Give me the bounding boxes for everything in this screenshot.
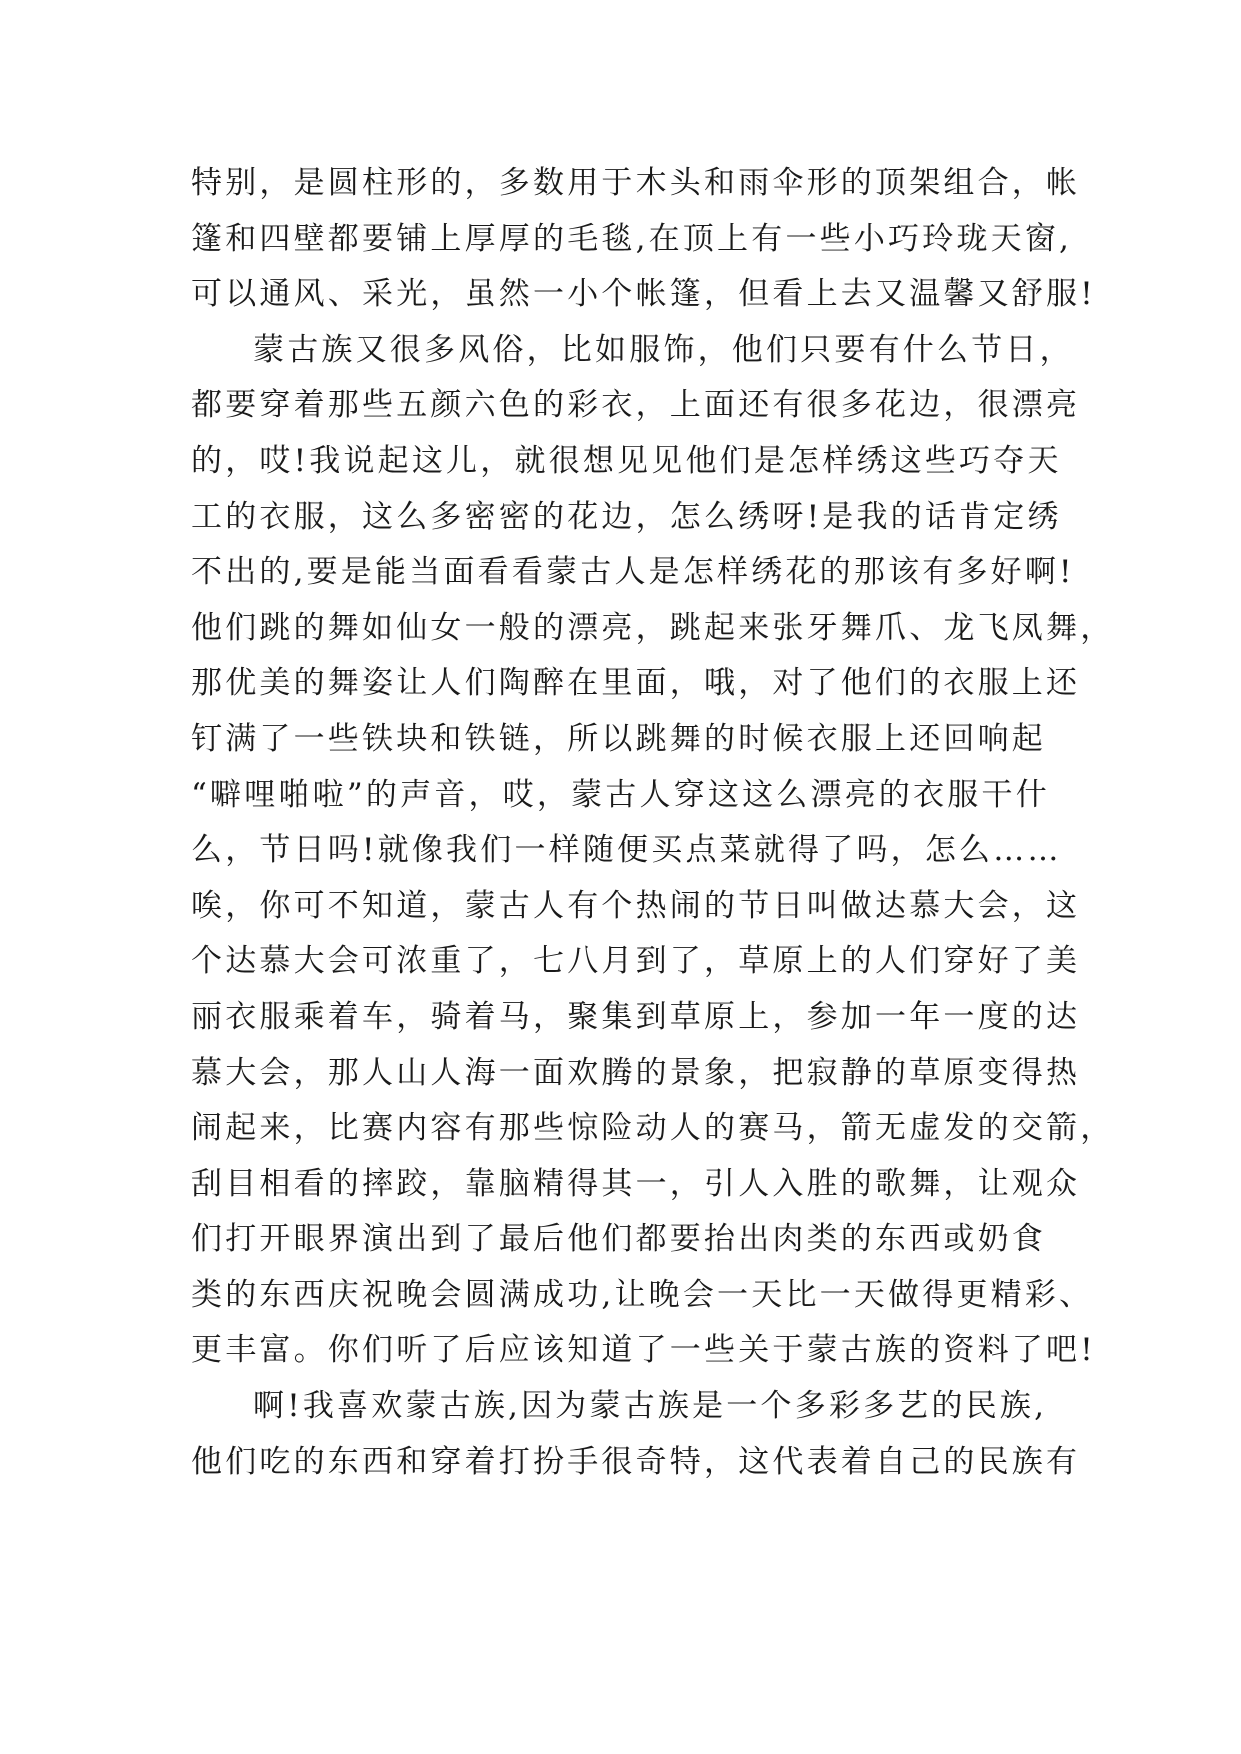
- text-line: 的，哎!我说起这儿，就很想见见他们是怎样绣这些巧夺天: [191, 442, 1062, 479]
- text-line: 丽衣服乘着车，骑着马，聚集到草原上，参加一年一度的达: [191, 998, 1081, 1035]
- text-line: 篷和四壁都要铺上厚厚的毛毯,在顶上有一些小巧玲珑天窗,: [191, 220, 1073, 257]
- text-line: 个达慕大会可浓重了，七八月到了，草原上的人们穿好了美: [191, 943, 1081, 980]
- body-text: [191, 156, 1115, 1490]
- text-line: 钉满了一些铁块和铁链，所以跳舞的时候衣服上还回响起: [191, 720, 1046, 757]
- text-line: “噼哩啪啦”的声音，哎，蒙古人穿这这么漂亮的衣服干什: [191, 776, 1050, 813]
- text-line: 们打开眼界演出到了最后他们都要抬出肉类的东西或奶食: [191, 1221, 1046, 1258]
- text-line: 类的东西庆祝晚会圆满成功,让晚会一天比一天做得更精彩、: [191, 1276, 1094, 1313]
- text-line: 闹起来，比赛内容有那些惊险动人的赛马，箭无虚发的交箭，: [191, 1110, 1115, 1147]
- text-line: 唉，你可不知道，蒙古人有个热闹的节日叫做达慕大会，这: [191, 887, 1081, 924]
- text-line: 工的衣服，这么多密密的花边，怎么绣呀!是我的话肯定绣: [191, 498, 1062, 535]
- text-line: 么，节日吗!就像我们一样随便买点菜就得了吗，怎么……: [191, 832, 1062, 869]
- text-line: 不出的,要是能当面看看蒙古人是怎样绣花的那该有多好啊!: [191, 554, 1075, 591]
- text-line: 更丰富。你们听了后应该知道了一些关于蒙古族的资料了吧!: [191, 1332, 1096, 1369]
- text-line: 都要穿着那些五颜六色的彩衣，上面还有很多花边，很漂亮: [191, 387, 1081, 424]
- paragraph-start-line: 蒙古族又很多风俗，比如服饰，他们只要有什么节日，: [253, 331, 1074, 368]
- text-line: 特别，是圆柱形的，多数用于木头和雨伞形的顶架组合，帐: [191, 165, 1081, 201]
- text-line: 他们跳的舞如仙女一般的漂亮，跳起来张牙舞爪、龙飞凤舞，: [191, 609, 1115, 646]
- text-line: 那优美的舞姿让人们陶醉在里面，哦，对了他们的衣服上还: [191, 665, 1081, 702]
- text-line: 他们吃的东西和穿着打扮手很奇特，这代表着自己的民族有: [191, 1443, 1081, 1480]
- text-line: 可以通风、采光，虽然一小个帐篷，但看上去又温馨又舒服!: [191, 276, 1096, 313]
- text-line: 刮目相看的摔跤，靠脑精得其一，引人入胜的歌舞，让观众: [191, 1165, 1081, 1202]
- paragraph-start-line: 啊!我喜欢蒙古族,因为蒙古族是一个多彩多艺的民族,: [253, 1388, 1048, 1425]
- text-line: 慕大会，那人山人海一面欢腾的景象，把寂静的草原变得热: [191, 1054, 1081, 1091]
